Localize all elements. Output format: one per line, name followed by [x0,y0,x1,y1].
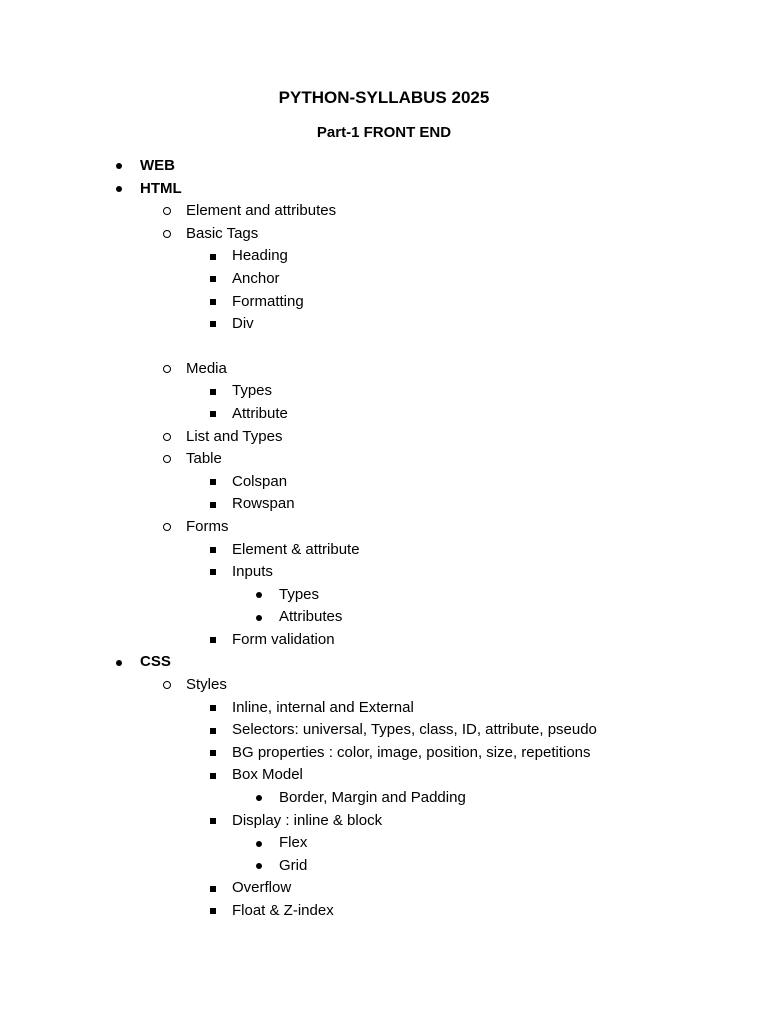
outline-item-level-1 [0,155,768,178]
square-bullet-icon [210,764,216,787]
outline-item-text: Rowspan [232,495,295,513]
outline-item-text: Flex [279,834,308,852]
outline-item-level-3 [0,471,768,494]
square-bullet-icon [210,380,216,403]
square-bullet-icon [210,810,216,833]
outline-item-level-3 [0,810,768,833]
outline-item-text: Types [232,382,273,400]
outline-item-level-1 [0,651,768,674]
blank-line [0,336,768,358]
outline-item-level-2 [0,426,768,449]
square-bullet-icon [210,268,216,291]
disc-bullet-icon [256,584,262,607]
outline-item-level-3 [0,403,768,426]
outline-item-text: Types [279,585,320,603]
square-bullet-icon [210,403,216,426]
outline-item-text: BG properties : color, image, position, size, repetitions [232,743,591,761]
square-bullet-icon [210,900,216,923]
outline-item-level-2 [0,674,768,697]
outline-item-level-3 [0,539,768,562]
outline-item-text: Inline, internal and External [232,698,414,716]
circle-bullet-icon [163,358,171,381]
outline-item-level-3 [0,900,768,923]
outline-item-level-2 [0,223,768,246]
outline-item-text: Border, Margin and Padding [279,789,466,807]
square-bullet-icon [210,245,216,268]
outline-item-level-3 [0,268,768,291]
outline-item-level-3 [0,380,768,403]
outline-item-text: HTML [140,179,182,197]
outline-item-text: Attribute [232,404,288,422]
square-bullet-icon [210,629,216,652]
outline-item-text: Formatting [232,292,304,310]
outline-item-text: Styles [186,676,227,694]
square-bullet-icon [210,493,216,516]
disc-bullet-icon [256,787,262,810]
circle-bullet-icon [163,426,171,449]
square-bullet-icon [210,539,216,562]
outline-item-level-3 [0,697,768,720]
outline-item-text: Basic Tags [186,224,259,242]
disc-bullet-icon [256,606,262,629]
square-bullet-icon [210,719,216,742]
outline-item-text: Forms [186,517,229,535]
square-bullet-icon [210,291,216,314]
disc-bullet-icon [116,178,122,201]
outline-item-level-4 [0,787,768,810]
square-bullet-icon [210,697,216,720]
outline-item-level-3 [0,561,768,584]
disc-bullet-icon [256,832,262,855]
outline-item-level-3 [0,291,768,314]
outline-item-level-2 [0,358,768,381]
circle-bullet-icon [163,223,171,246]
outline-item-text: Grid [279,856,308,874]
outline-item-level-3 [0,493,768,516]
outline-item-text: List and Types [186,427,283,445]
outline-item-level-3 [0,313,768,336]
outline-item-text: Overflow [232,879,292,897]
outline-item-text: Anchor [232,269,280,287]
square-bullet-icon [210,561,216,584]
syllabus-outline [0,155,768,923]
disc-bullet-icon [116,155,122,178]
outline-item-level-3 [0,877,768,900]
outline-item-text: Attributes [279,608,343,626]
outline-item-text: Media [186,359,227,377]
outline-item-text: CSS [140,653,171,671]
outline-item-text: Selectors: universal, Types, class, ID, attribute, pseudo [232,721,597,739]
outline-item-level-3 [0,245,768,268]
outline-item-text: Box Model [232,766,303,784]
circle-bullet-icon [163,200,171,223]
outline-item-text: Heading [232,247,288,265]
outline-item-text: Element & attribute [232,540,360,558]
outline-item-text: Inputs [232,563,273,581]
outline-item-level-4 [0,584,768,607]
circle-bullet-icon [163,516,171,539]
outline-item-text: Table [186,450,222,468]
outline-item-level-4 [0,832,768,855]
outline-item-level-2 [0,448,768,471]
outline-item-level-3 [0,629,768,652]
disc-bullet-icon [116,651,122,674]
outline-item-level-2 [0,200,768,223]
square-bullet-icon [210,742,216,765]
outline-item-level-3 [0,719,768,742]
square-bullet-icon [210,471,216,494]
disc-bullet-icon [256,855,262,878]
outline-item-text: Colspan [232,472,288,490]
outline-item-text: WEB [140,157,175,174]
outline-item-level-4 [0,606,768,629]
outline-item-level-3 [0,742,768,765]
outline-item-text: Form validation [232,630,335,648]
outline-item-text: Element and attributes [186,202,337,220]
outline-item-level-4 [0,855,768,878]
outline-item-text: Display : inline & block [232,811,383,829]
outline-item-text: Div [232,315,254,333]
outline-item-level-1 [0,178,768,201]
square-bullet-icon [210,877,216,900]
outline-item-text: Float & Z-index [232,902,334,919]
circle-bullet-icon [163,448,171,471]
outline-item-level-3 [0,764,768,787]
outline-item-level-2 [0,516,768,539]
page-title: PYTHON-SYLLABUS 2025 [278,88,490,107]
circle-bullet-icon [163,674,171,697]
square-bullet-icon [210,313,216,336]
page-subtitle: Part-1 FRONT END [316,124,452,141]
